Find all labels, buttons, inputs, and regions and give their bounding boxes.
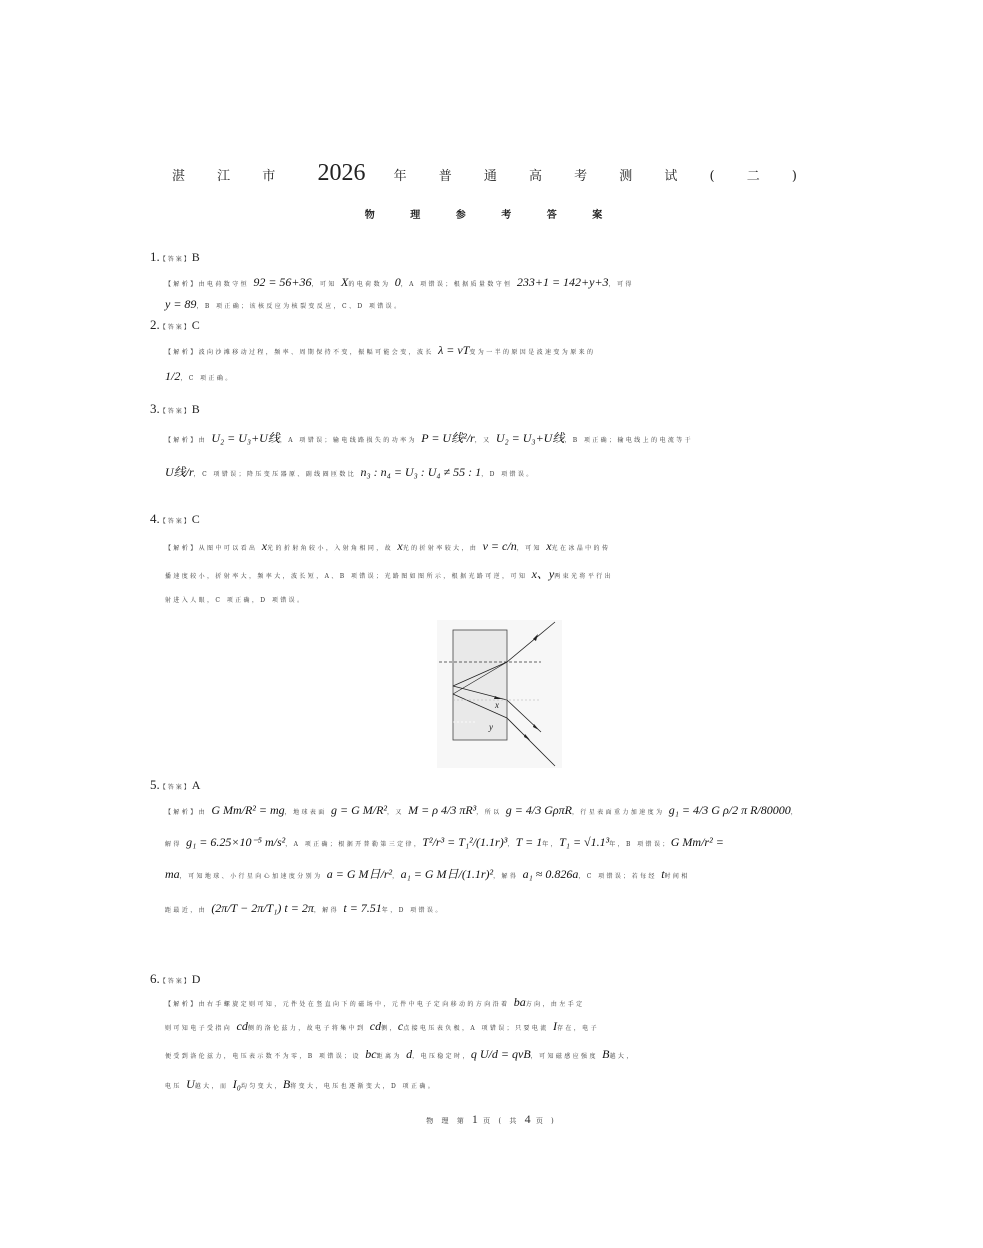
explanation-text: 射进入人眼，C 项正确，D 项错误。	[165, 597, 306, 604]
answer-tag: 【答案】	[159, 256, 192, 263]
footer-page-post: 页 )	[535, 1117, 557, 1125]
formula: cd	[369, 1019, 382, 1033]
explanation-text: ，可知磁感应强度	[530, 1053, 603, 1060]
formula: I	[552, 1019, 557, 1033]
explanation-line	[150, 594, 305, 607]
explanation-line	[150, 466, 535, 481]
explanation-text: ，A 项错误；根据质量数守恒	[400, 281, 517, 288]
explanation-text: ，B 项正确；输电线上的电流等于	[564, 437, 694, 444]
explanation-text: ，可知地球、小行星向心加速度分别为	[179, 873, 327, 880]
footer-page-pre: 第	[456, 1117, 467, 1125]
explanation-text: ，解得	[313, 907, 344, 914]
formula: t = 7.51	[343, 901, 382, 915]
formula: ma	[165, 867, 180, 881]
answer-choice: C	[191, 318, 200, 332]
formula: (2π/T − 2π/T₁) t = 2π	[211, 901, 314, 915]
footer-page-mid: 页 ( 共	[483, 1117, 520, 1125]
question-header	[150, 512, 200, 526]
answer-tag: 【答案】	[159, 408, 192, 415]
explanation-text: 变为一半的原因是波速变为原来的	[469, 349, 596, 356]
explanation-text: ，地球表面	[284, 809, 331, 816]
explanation-text: 年，D 项错误。	[381, 907, 444, 914]
formula: B	[282, 1077, 291, 1091]
formula: T²/r³ = T₁²/(1.1r)³	[422, 835, 508, 849]
answer-choice: D	[191, 972, 201, 986]
formula: n₃ : n₄ = U₃ : U₄ ≠ 55 : 1	[360, 465, 482, 479]
formula: x	[546, 539, 552, 553]
title-year: 2026	[317, 160, 366, 186]
formula: T = 1	[515, 835, 543, 849]
footer-page-total: 4	[524, 1112, 531, 1126]
title-rest: 年 普 通 高 考 测 试 ( 二 )	[393, 169, 811, 184]
ray-y-label: y	[489, 722, 493, 732]
explanation-line	[150, 344, 595, 359]
formula: 1/2	[165, 369, 181, 383]
explanation-text: ，又	[387, 809, 409, 816]
formula: g₁ = 6.25×10⁻⁵ m/s²	[186, 835, 286, 849]
explanation-line	[150, 868, 690, 883]
explanation-line	[150, 1020, 599, 1035]
answer-tag: 【答案】	[159, 978, 192, 985]
light-path-diagram	[437, 620, 562, 768]
explanation-text: 将变大，电压也逐渐变大，D 项正确。	[290, 1083, 437, 1090]
question-1	[150, 249, 634, 311]
formula: cd	[236, 1019, 248, 1033]
formula: g = 4/3 GρπR	[505, 803, 572, 817]
explanation-text: 播速度较小，折射率大，频率大，波长短，A、B 项错误；光路图如图所示，根据光路可逆，可知	[165, 573, 532, 580]
explanation-line	[150, 1078, 436, 1093]
explanation-text: ，	[790, 809, 800, 816]
question-number: 6.	[150, 971, 160, 986]
answer-tag: 【答案】	[159, 784, 192, 791]
explanation-text: 【解析】由	[165, 809, 212, 816]
explanation-line	[150, 370, 234, 385]
question-number: 1.	[150, 249, 160, 264]
explanation-text: 越大，而	[194, 1083, 233, 1090]
explanation-line	[150, 996, 585, 1011]
formula: P = U线²/r	[421, 431, 475, 445]
title-city: 湛 江 市	[172, 169, 290, 184]
explanation-text: 方向，由左手定	[525, 1001, 585, 1008]
question-3	[150, 401, 694, 479]
explanation-text: 【解析】由	[165, 437, 212, 444]
explanation-text: 年，	[542, 841, 560, 848]
explanation-text: 均匀变大，	[240, 1083, 283, 1090]
formula: x	[261, 539, 268, 553]
explanation-text: 侧的洛伦兹力，故电子将集中到	[247, 1025, 370, 1032]
explanation-text: ，行星表面重力加速度为	[571, 809, 669, 816]
formula: 92 = 56+36	[253, 275, 312, 289]
explanation-text: ，D 项错误。	[481, 471, 535, 478]
explanation-text: 年，B 项错误；	[609, 841, 671, 848]
explanation-text: 【解析】由右手螺旋定则可知，元件处在竖直向下的磁场中，元件中电子定向移动的方向沿着	[165, 1001, 514, 1008]
formula: U线/r	[165, 465, 194, 479]
formula: a₁ ≈ 0.826a	[522, 867, 579, 881]
explanation-text: ，A 项正确；根据开普勒第三定律，	[285, 841, 423, 848]
explanation-text: 点接电压表负极，A 项错误；只要电流	[403, 1025, 553, 1032]
explanation-line	[150, 540, 610, 555]
explanation-text: 存在，电子	[556, 1025, 599, 1032]
formula: g₁ = 4/3 G ρ/2 π R/80000	[668, 803, 791, 817]
formula: M = ρ 4/3 πR³	[408, 803, 477, 817]
explanation-text: 时间相	[664, 873, 690, 880]
formula: bc	[365, 1047, 377, 1061]
formula: λ = vT	[438, 343, 470, 357]
ray-x-label: x	[495, 700, 499, 710]
formula: B	[602, 1047, 610, 1061]
formula: T₁ = √1.1³	[559, 835, 610, 849]
explanation-line	[150, 432, 693, 447]
page-title	[0, 160, 983, 187]
explanation-text: ，可知	[311, 281, 342, 288]
question-header	[150, 778, 200, 792]
explanation-text: 光在冰晶中的传	[551, 545, 611, 552]
question-2	[150, 317, 596, 383]
explanation-text: ，可得	[608, 281, 634, 288]
explanation-text: 侧，	[381, 1025, 398, 1032]
formula: x、y	[531, 567, 555, 581]
question-5	[150, 777, 800, 915]
explanation-text: 光的折射角较小，入射角相同，故	[267, 545, 398, 552]
answer-choice: A	[191, 778, 201, 792]
formula: G Mm/R² = mg	[211, 803, 285, 817]
formula: ba	[513, 995, 526, 1009]
formula: U₂ = U₃+U线	[211, 431, 280, 445]
explanation-text: 电压	[165, 1083, 187, 1090]
formula: y = 89	[165, 297, 197, 311]
explanation-text: 便受到洛伦兹力，电压表示数不为零，B 项错误；设	[165, 1053, 366, 1060]
formula: 233+1 = 142+y+3	[516, 275, 609, 289]
formula: 0	[394, 275, 401, 289]
explanation-text: 【解析】由电荷数守恒	[165, 281, 254, 288]
formula: a = G M日/r²	[326, 867, 393, 881]
explanation-line	[150, 804, 799, 819]
explanation-text: ，可知	[516, 545, 547, 552]
explanation-text: 光的折射率较大，由	[402, 545, 483, 552]
explanation-text: ，解得	[493, 873, 523, 880]
explanation-text: 的电荷数为	[348, 281, 395, 288]
formula: q U/d = qvB	[470, 1047, 531, 1061]
formula: c	[397, 1019, 404, 1033]
question-4	[150, 511, 614, 604]
ice-crystal	[453, 630, 507, 740]
question-number: 4.	[150, 511, 160, 526]
explanation-text: ，所以	[476, 809, 506, 816]
formula: t	[661, 867, 665, 881]
formula: I₀	[232, 1077, 241, 1091]
explanation-text: ，	[392, 873, 401, 880]
explanation-text: 解得	[165, 841, 187, 848]
formula: U	[186, 1077, 195, 1091]
formula: v = c/n	[482, 539, 517, 553]
explanation-text: ，B 项正确；该核反应为核裂变反应，C、D 项错误。	[196, 303, 403, 310]
answer-choice: C	[191, 512, 200, 526]
answer-tag: 【答案】	[159, 518, 192, 525]
question-number: 5.	[150, 777, 160, 792]
explanation-text: 越大，	[609, 1053, 635, 1060]
question-number: 3.	[150, 401, 160, 416]
explanation-text: 两束光将平行出	[554, 573, 614, 580]
explanation-line	[150, 902, 444, 917]
explanation-text: ，电压稳定时，	[412, 1053, 471, 1060]
explanation-text: 则可知电子受指向	[165, 1025, 237, 1032]
answer-choice: B	[191, 402, 200, 416]
formula: x	[397, 539, 403, 553]
formula: U₂ = U₃+U线	[495, 431, 565, 445]
question-number: 2.	[150, 317, 160, 332]
explanation-text: ，	[507, 841, 516, 848]
explanation-text: ，又	[474, 437, 496, 444]
explanation-text: 距离为	[376, 1053, 407, 1060]
answer-choice: B	[191, 250, 200, 264]
explanation-text: 【解析】从图中可以看出	[165, 545, 262, 552]
page-footer	[0, 1112, 983, 1127]
explanation-line	[150, 1048, 635, 1063]
explanation-text: ，C 项错误；降压变压器原、副线圈匝数比	[193, 471, 361, 478]
explanation-text: 距最近，由	[165, 907, 212, 914]
question-header	[150, 250, 200, 264]
answer-tag: 【答案】	[159, 324, 192, 331]
explanation-text: ，C 项正确。	[180, 375, 234, 382]
footer-subject: 物 理	[426, 1117, 452, 1125]
formula: X	[341, 275, 349, 289]
question-header	[150, 972, 200, 986]
explanation-text: ，C 项错误；若每经	[578, 873, 662, 880]
footer-page-number: 1	[471, 1112, 478, 1126]
page-subtitle: 物 理 参 考 答 案	[364, 210, 619, 221]
explanation-line	[150, 568, 613, 583]
explanation-text: 【解析】波向沙滩移动过程，频率、周期保持不变，振幅可能会变，波长	[165, 349, 439, 356]
formula: g = G M/R²	[330, 803, 388, 817]
question-6	[150, 971, 635, 1091]
question-header	[150, 402, 200, 416]
explanation-line	[150, 836, 724, 851]
formula: d	[406, 1047, 413, 1061]
formula: a₁ = G M日/(1.1r)²	[400, 867, 494, 881]
question-header	[150, 318, 200, 332]
formula: G Mm/r² =	[670, 835, 724, 849]
explanation-text: ，A 项错误；输电线路损失的功率为	[279, 437, 422, 444]
explanation-line	[150, 298, 402, 313]
explanation-line	[150, 276, 634, 291]
